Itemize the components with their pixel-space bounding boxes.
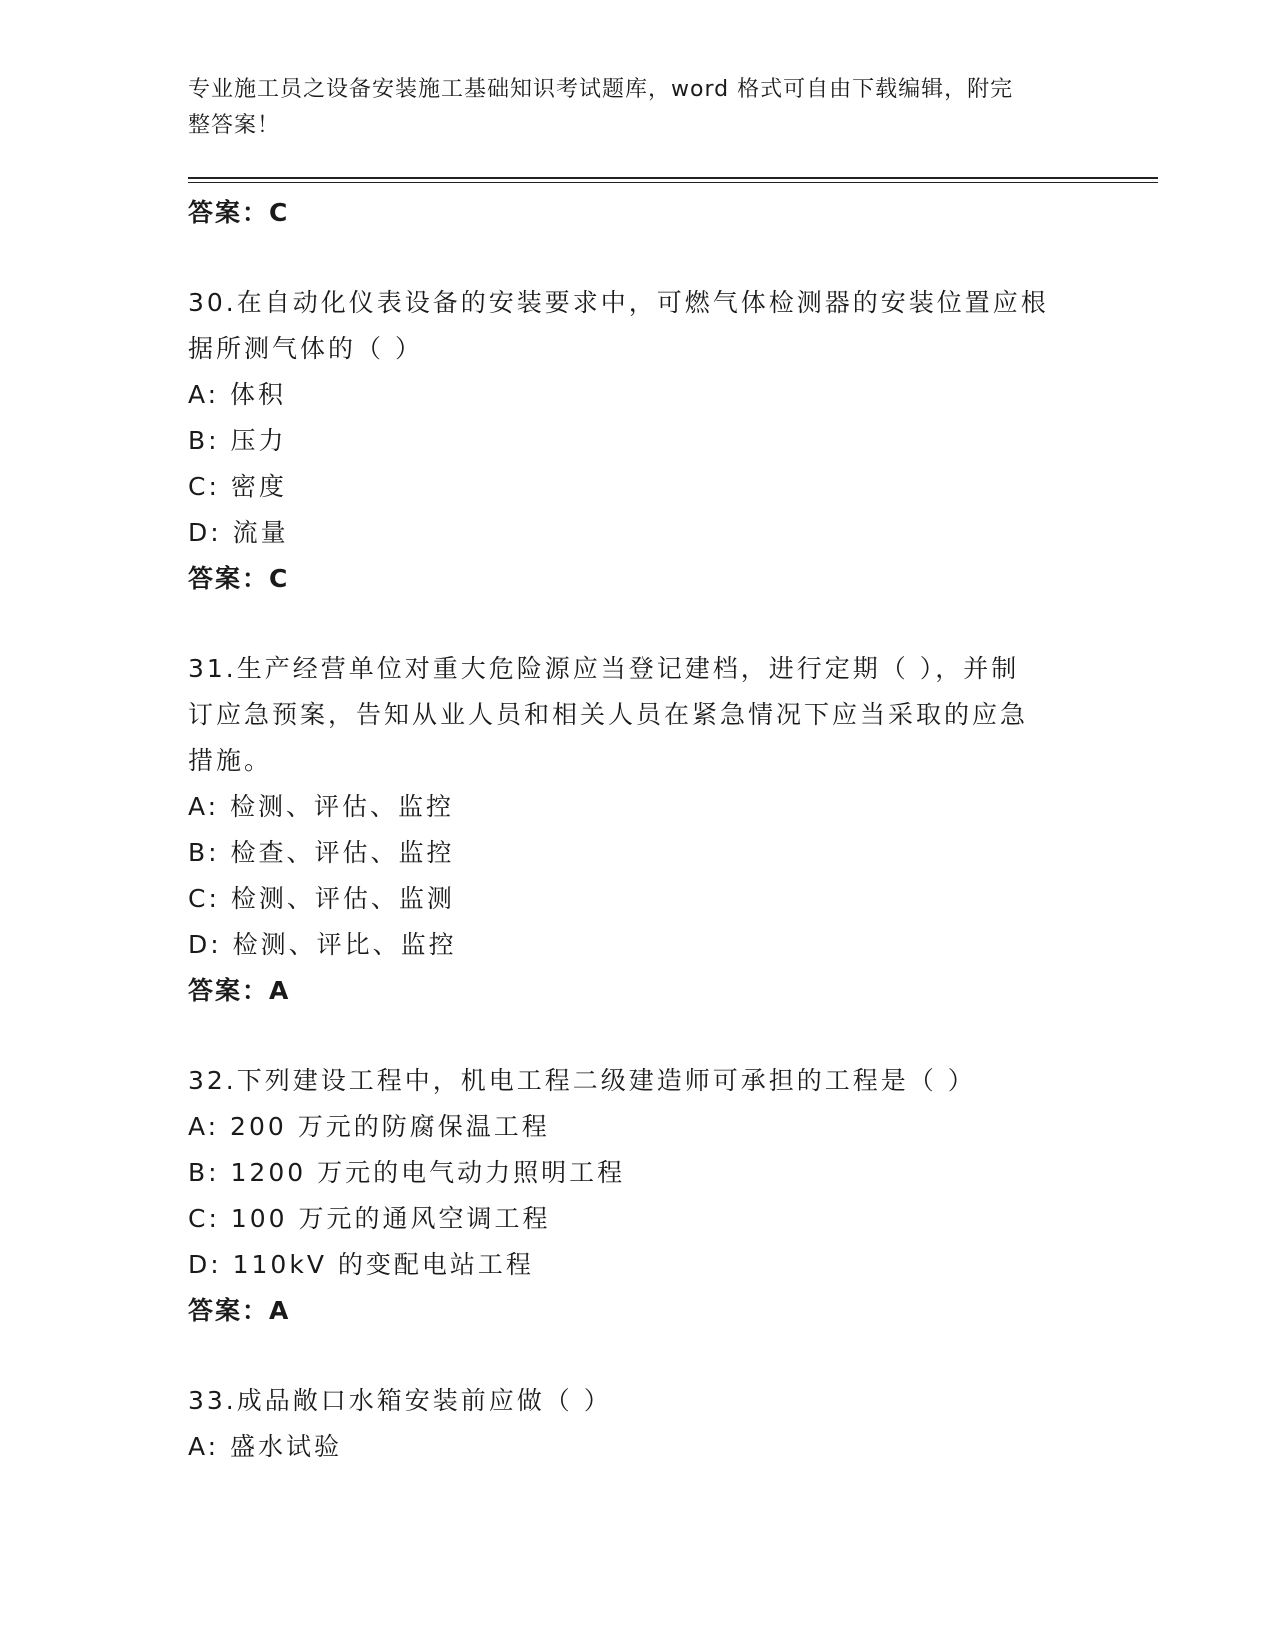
question-30 bbox=[188, 280, 1158, 602]
question-31 bbox=[188, 646, 1158, 1014]
option-d: D: 流量 bbox=[188, 518, 289, 547]
question-stem-line: 据所测气体的（ ） bbox=[188, 334, 423, 363]
option-c: C: 检测、评估、监测 bbox=[188, 884, 455, 913]
option-c: C: 100 万元的通风空调工程 bbox=[188, 1204, 551, 1233]
option-b: B: 压力 bbox=[188, 426, 287, 455]
question-32 bbox=[188, 1058, 1158, 1334]
answer: 答案：A bbox=[188, 976, 291, 1005]
option-b: B: 检查、评估、监控 bbox=[188, 838, 455, 867]
previous-answer: 答案：C bbox=[188, 198, 290, 227]
option-a: A: 检测、评估、监控 bbox=[188, 792, 455, 821]
answer: 答案：C bbox=[188, 564, 290, 593]
option-b: B: 1200 万元的电气动力照明工程 bbox=[188, 1158, 626, 1187]
option-c: C: 密度 bbox=[188, 472, 287, 501]
document-header bbox=[188, 72, 1068, 144]
question-stem-line: 32.下列建设工程中，机电工程二级建造师可承担的工程是（ ） bbox=[188, 1066, 976, 1095]
question-stem-line: 31.生产经营单位对重大危险源应当登记建档，进行定期（ ），并制 bbox=[188, 654, 1020, 683]
option-a: A: 体积 bbox=[188, 380, 287, 409]
option-d: D: 110kV 的变配电站工程 bbox=[188, 1250, 534, 1279]
header-line-2: 整答案！ bbox=[188, 113, 281, 138]
question-stem-line: 措施。 bbox=[188, 746, 273, 775]
question-list bbox=[188, 190, 1158, 1470]
header-divider-thin bbox=[188, 182, 1158, 183]
question-stem-line: 33.成品敞口水箱安装前应做（ ） bbox=[188, 1386, 612, 1415]
header-divider-thick bbox=[188, 177, 1158, 179]
question-stem-line: 30.在自动化仪表设备的安装要求中，可燃气体检测器的安装位置应根 bbox=[188, 288, 1049, 317]
header-line-1: 专业施工员之设备安装施工基础知识考试题库，word 格式可自由下载编辑，附完 bbox=[188, 77, 1014, 102]
question-stem-line: 订应急预案，告知从业人员和相关人员在紧急情况下应当采取的应急 bbox=[188, 700, 1029, 729]
option-d: D: 检测、评比、监控 bbox=[188, 930, 457, 959]
question-33 bbox=[188, 1378, 1158, 1470]
option-a: A: 盛水试验 bbox=[188, 1432, 343, 1461]
answer: 答案：A bbox=[188, 1296, 291, 1325]
option-a: A: 200 万元的防腐保温工程 bbox=[188, 1112, 550, 1141]
